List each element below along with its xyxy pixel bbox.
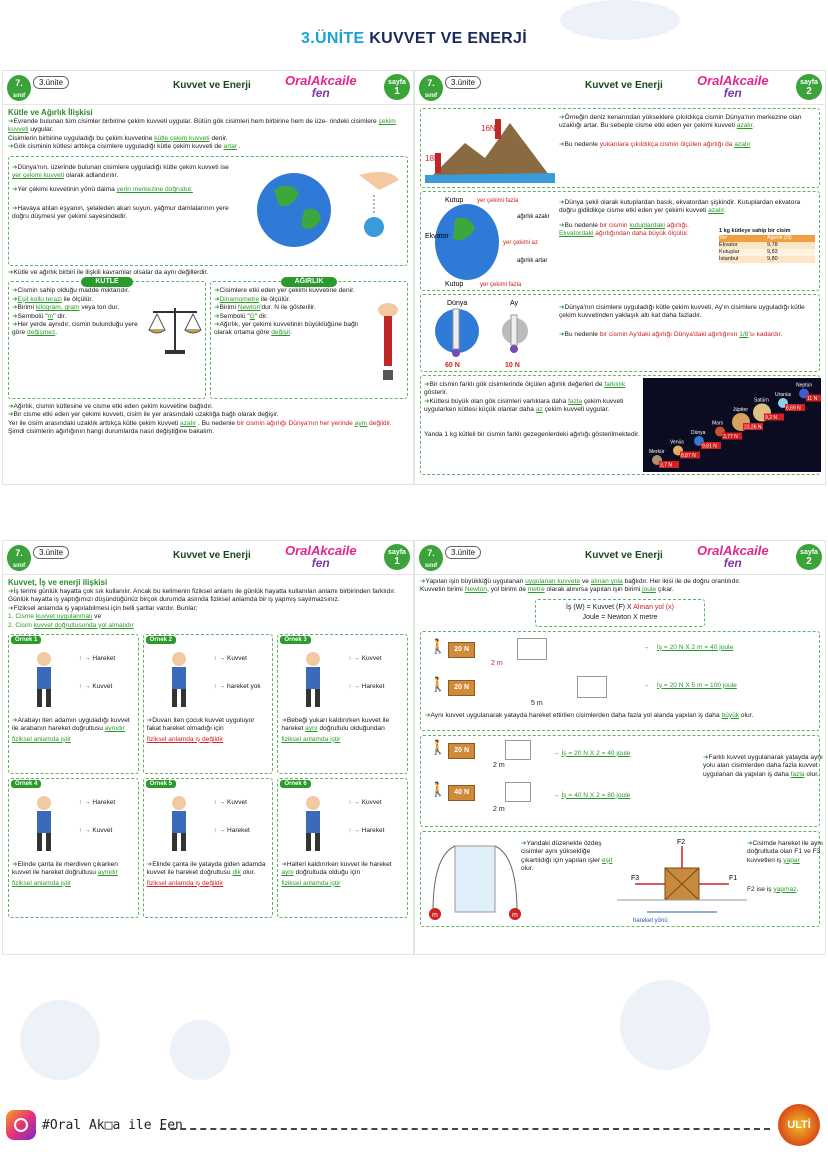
example-illustration (288, 649, 338, 709)
planet-name: Venüs (670, 439, 684, 446)
paragraph: Kuvvetin birimi Newton, yol birimi de metre olarak alınırsa yapılan işin birimi joule çıkar. (420, 586, 674, 594)
person-pushing-icon: 🚶 (429, 780, 447, 797)
svg-text:18N: 18N (425, 154, 440, 163)
planet-weight: 8,69 N (786, 405, 801, 412)
planet-weight: 9,2 N (765, 415, 777, 421)
planet-weight: 8,87 N (681, 453, 696, 459)
unit-tag: 3.ünite (445, 76, 481, 89)
example-card: Örnek 2 ↑ → Kuvvet ↑ → hareket yok ➜Duvarı iten çocuk kuvvet uyguluyor fakat hareket olmadığı için fiziksel anlamda iş değildir (143, 634, 274, 774)
example-tag: Örnek 6 (280, 780, 310, 788)
svg-text:m: m (432, 911, 438, 919)
earth-gravity-illustration (249, 165, 409, 260)
paragraph: ➜Dünya'nın, üzerinde bulunan cisimlere uyguladığı kütle çekim kuvveti ise yer çekimi kuvveti olarak adlandırılır. (12, 163, 229, 180)
dynamometer-icon (371, 300, 405, 390)
page-subject: Kuvvet ve Enerji (173, 80, 251, 91)
planet-weight: 3,77 N (723, 434, 738, 440)
worksheet-page-3 (2, 540, 414, 955)
paragraph: ➜Evrende bulunan tüm cisimler birbirine çekim kuvveti uygular. Bütün gök cisimleri hem birbirine hem de üze- rindeki cisimlere çekim kuvveti uygular. (8, 118, 396, 134)
page-subject: Kuvvet ve Enerji (585, 550, 663, 561)
background-decoration (20, 1000, 100, 1080)
table-row: İstanbul 9,80 (719, 256, 815, 263)
balance-scale-icon (147, 300, 203, 360)
page-header (415, 541, 825, 575)
planet-weights-illustration (643, 378, 821, 472)
planet-name: Jüpiter (733, 407, 749, 413)
planet-weight: 9,81 N (702, 443, 717, 450)
altitude-box: 16N 18N ➜Örneğin deniz kenarından yükseklere çıkıldıkça cismin Dünya'nın merkezine olan uzaklığı artar. Bu sebeple cisme etki eden yer çekimi kuvveti azalır. ➜Bu nedenle yukarılara çıkıldıkça cismin ölçülen ağırlığı da azalır (420, 108, 820, 188)
box-20n: 20 N (448, 680, 475, 696)
earth-icon (257, 173, 331, 247)
example-card: Örnek 3 ↑ → Kuvvet ↑ → Hareket ➜Bebeği yukarı kaldırırken kuvvet ile hareket aynı doğrultulu olduğundan fiziksel anlamda iştir (277, 634, 408, 774)
box-40n: 40 N (448, 785, 475, 801)
paragraph: Cisimlerin birbirine uyguladığı bu çekim kuvvetine kütle çekim kuvveti denir. (8, 134, 228, 142)
example-illustration (154, 649, 204, 709)
paragraph: ➜İş terimi günlük hayatta çok sık kullanılır. Ancak bu kelimenin fiziksel anlamı ile günlük hayatta kullanılan anlamı birbirinden farklıdır. Günlük hayatta iş yaptığımızı düşündüğünüz birçok durumda aslında fiziksel anlamda bir iş yapmış sayılmazsınız. (8, 588, 396, 604)
example-tag: Örnek 3 (280, 636, 310, 644)
page-subject: Kuvvet ve Enerji (585, 80, 663, 91)
paragraph: ➜Ağırlık, cismin kütlesine ve cisme etki eden çekim kuvvetine bağlıdır. (8, 403, 213, 411)
example-card: Örnek 4 ↑ → Hareket ↑ → Kuvvet ➜Elinde çanta ile merdiven çıkarken kuvvet ile hareket doğrultusu aynıdır fiziksel anlamda iştir (8, 778, 139, 918)
unit-tag: 3.ünite (33, 546, 69, 559)
table-row: Kutuplar 9,83 (719, 249, 815, 256)
grade-badge: 7. sınıf (7, 545, 31, 571)
paragraph: ➜Yapılan işin büyüklüğü uygulanan uygulanan kuvvete ve alınan yola bağlıdır. Her ikisi ile de doğru orantılıdır. (420, 578, 741, 585)
condition-2: 2. Cisim kuvvet doğrultusunda yol almalıdır (8, 621, 134, 629)
gravity-box (8, 156, 408, 266)
paragraph: ➜Kütle ve ağırlık birbiri ile ilişkili kavramlar olsalar da aynı değillerdir. (8, 268, 209, 276)
grade-badge: 7. sınıf (419, 75, 443, 101)
svg-text:F3: F3 (631, 874, 640, 882)
svg-text:10 N: 10 N (505, 362, 520, 369)
planet-weight: 3,7 N (660, 462, 672, 469)
paragraph: ➜Havaya atılan eşyanın, şelaleden akan suyun, yağmur damlalarının yere doğru düşmesi yer çekimi sayesindedir. (12, 204, 229, 221)
moon-box: Dünya Ay 60 N 10 N ➜Dünya'nın cisimlere uyguladığı kütle çekim kuvveti, Ay'ın cisimlere uyguladığı kütle çekim kuvvetinden yaklaşık altı kat daha fazladır. ➜Bu nedenle bir cismin Ay'daki ağırlığı Dünya'daki ağırlığının 1/6'sı kadardır. (420, 294, 820, 372)
paragraph: ➜Yer çekimi kuvvetinin yönü daima yerin merkezine doğrudur. (12, 186, 193, 194)
example-tag: Örnek 4 (11, 780, 41, 788)
earth-shape-box: Kutup Ekvator Kutup yer çekimi fazla yer çekimi az yer çekimi fazla ağırlık azalır ağırlık artar ➜Dünya şekil olarak kutuplardan basık, ekvatordan şişkindir. Kutuplardan ekvatora doğru gidildikçe cisme etki eden yer çekimi kuvveti azalır. ➜Bu nedenle bir cismin kutuplardaki ağırlığı, Ekvatordaki ağırlığından daha büyük ölçülür. 1 kg kütleye sahip bir cisim Yer Ağırlık (N) Ekvator 9,78 Kutuplar 9,83 İstanbul 9,80 (420, 191, 820, 291)
page-title: 3.ÜNİTE KUVVET VE ENERJİ (301, 30, 527, 47)
planet-name: Dünya (691, 430, 706, 436)
svg-text:hareket yönü: hareket yönü (633, 917, 668, 924)
worksheet-page-1 (2, 70, 414, 485)
planet-weight: 11 N (807, 396, 818, 402)
page-number-badge: sayfa 1 (384, 74, 410, 100)
mountain-illustration (425, 113, 555, 185)
condition-1: 1. Cisme kuvvet uygulanmalı ve (8, 613, 102, 621)
svg-text:m: m (512, 911, 518, 919)
svg-text:yer çekimi az: yer çekimi az (503, 240, 539, 246)
planet-name: Neptün (796, 382, 813, 389)
instagram-icon[interactable] (6, 1110, 36, 1140)
weight-table: 1 kg kütleye sahip bir cisim Yer Ağırlık (N) Ekvator 9,78 Kutuplar 9,83 İstanbul 9,80 (719, 228, 815, 263)
example-card: Örnek 6 ↑ → Kuvvet ↑ → Hareket ➜Halteri kaldırırken kuvvet ile hareket aynı doğrultuda olduğu için fiziksel anlamda iştir (277, 778, 408, 918)
example-illustration (19, 649, 69, 709)
svg-text:16N: 16N (481, 124, 496, 133)
paragraph: ➜Gök cisminin kütlesi arttıkça cisimlere uyguladığı kütle çekim kuvveti de artar . (8, 143, 241, 151)
example-tag: Örnek 1 (11, 636, 41, 644)
weight-title: AĞIRLIK (281, 277, 338, 287)
section-heading: Kuvvet, İş ve enerji ilişkisi (8, 578, 108, 587)
svg-text:Kutup: Kutup (445, 197, 464, 204)
footer (0, 1110, 828, 1150)
svg-text:Ay: Ay (510, 300, 519, 307)
earth-poles-diagram (425, 194, 555, 290)
person-pushing-icon: 🚶 (429, 675, 447, 692)
brand-logo: OralAkcaile fen (697, 543, 769, 570)
force-work-box: 🚶 20 N 2 m 🚶 40 N 2 m → İş = 20 N X 2 = 40 joule → İş = 40 N X 2 = 80 joule ➜Farklı kuvvet uygulanarak yatayda aynı yolu alan cisimlerden daha fazla kuvvet uygulanan da yapılan iş daha fazla olur. (420, 735, 820, 827)
svg-text:Dünya: Dünya (447, 300, 468, 307)
svg-text:Kutup: Kutup (445, 281, 464, 288)
page-header (3, 71, 413, 105)
planet-name: Satürn (754, 397, 769, 404)
svg-text:F2: F2 (677, 838, 686, 846)
divider (160, 1128, 770, 1130)
svg-text:Ekvator: Ekvator (425, 233, 449, 240)
brand-logo: OralAkcaile fen (285, 73, 357, 100)
social-handle[interactable]: #Oral Ak□a ile Fen (42, 1118, 183, 1133)
example-tag: Örnek 2 (146, 636, 176, 644)
mass-box: KÜTLE ➜Cismin sahip olduğu madde miktarıdır. ➜Eşit kollu terazi ile ölçülür. ➜Birimi kilogram, gram veya ton dur. ➜Sembolü "m" dir. ➜Her yerde aynıdır, cismin bulunduğu yere göre değişmez. (8, 281, 206, 399)
page-subject: Kuvvet ve Enerji (173, 550, 251, 561)
planet-name: Uranüs (775, 392, 792, 398)
grade-badge: 7. sınıf (7, 75, 31, 101)
section-heading: Kütle ve Ağırlık İlişkisi (8, 108, 93, 117)
worksheet-page-4 (414, 540, 826, 955)
svg-text:ağırlık azalır: ağırlık azalır (517, 214, 550, 220)
pulley-diagram (425, 836, 525, 922)
example-illustration (288, 793, 338, 853)
worksheet-page-2 (414, 70, 826, 485)
planets-box: ➜Bir cismin farklı gök cisimlerinde ölçülen ağırlık değerleri de farklılık gösterir. ➜Kütlesi büyük olan gök cisimleri varlıklara daha fazla çekim kuvveti uygularken kütlesi küçük olanlar daha az çekim kuvveti uygular. Yanda 1 kg kütleli bir cismin farklı gezegenlerdeki ağırlığı gösterilmektedir. Merkür 3,7 N Venüs 8,87 N Dünya 9,81 N Mars 3,77 N Jüpiter 23,26 N Satürn 9,2 N Uranüs 8,69 N Neptün 11 N (420, 375, 820, 475)
distance-work-box: 🚶 20 N 2 m 🚶 20 N 5 m → İş = 20 N X 2 m = 40 joule → İş = 20 N X 5 m = 100 joule ➜Aynı kuvvet uygulanarak yatayda hareket ettirilen cisimlerden daha fazla yol alanda yapılan iş daha büyük olur. (420, 631, 820, 731)
brand-logo: OralAkcaile fen (285, 543, 357, 570)
ball-icon (364, 217, 384, 237)
svg-text:yer çekimi fazla: yer çekimi fazla (480, 282, 522, 288)
example-tag: Örnek 5 (146, 780, 176, 788)
svg-text:yer çekimi fazla: yer çekimi fazla (477, 198, 519, 204)
planet-name: Mars (712, 420, 724, 427)
planet-weight: 23,26 N (744, 424, 762, 431)
example-illustration (19, 793, 69, 853)
example-illustration (154, 793, 204, 853)
page-header (415, 71, 825, 105)
page-number-badge: sayfa 1 (384, 544, 410, 570)
grade-badge: 7. sınıf (419, 545, 443, 571)
unit-tag: 3.ünite (445, 546, 481, 559)
paragraph: Yer ile cisim arasındaki uzaklık arttıkça kütle çekim kuvveti azalır . Bu nedenle bir cismin ağırlığı Dünya'nın her yerinde aynı değildir. (8, 419, 392, 427)
brand-logo: OralAkcaile fen (697, 73, 769, 100)
svg-text:F1: F1 (729, 874, 738, 882)
background-decoration (170, 1020, 230, 1080)
page-number-badge: sayfa 2 (796, 544, 822, 570)
box-20n: 20 N (448, 743, 475, 759)
pulley-box: m m ➜Yandaki düzenekte özdeş cisimler aynı yüksekliğe çıkartıldığı için yapılan işler eşit olur. F2 F1 F3 hareket yönü ➜Cisimde hareket ile aynı doğrultuda olan F1 ve F3 kuvvetleri iş yapar F2 ise iş yapmaz. (420, 831, 820, 927)
planet-name: Merkür (649, 449, 665, 455)
page-number-badge: sayfa 2 (796, 74, 822, 100)
earth-moon-illustration (425, 297, 555, 371)
person-pushing-icon: 🚶 (429, 738, 447, 755)
ulti-logo: ULTİ (778, 1104, 820, 1146)
page-header (3, 541, 413, 575)
background-decoration (620, 980, 710, 1070)
box-20n: 20 N (448, 642, 475, 658)
weight-box: AĞIRLIK ➜Cisimlere etki eden yer çekimi kuvvetine denir. ➜Dinamometre ile ölçülür. ➜Birimi Newton'dur. N ile gösterilir. ➜Sembolü "G" dir. ➜Ağırlık, yer çekimi kuvvetinin büyüklüğüne bağlı olarak ortama göre değişir. (210, 281, 408, 399)
example-card: Örnek 1 ↑ → Hareket ↑ → Kuvvet ➜Arabayı iten adamın uyguladığı kuvvet ile arabanın hareket doğrultusu aynıdır fiziksel anlamda iştir (8, 634, 139, 774)
svg-text:ağırlık artar: ağırlık artar (517, 258, 548, 264)
table-row: Ekvator 9,78 (719, 242, 815, 249)
svg-text:60 N: 60 N (445, 362, 460, 369)
mass-title: KÜTLE (81, 277, 132, 287)
crate-forces-diagram (617, 838, 747, 924)
example-card: Örnek 5 ↑ → Kuvvet ↑ → Hareket ➜Elinde çanta ile yatayda giden adamda kuvvet ile hareket doğrultusu dik olur. fiziksel anlamda iş değildir (143, 778, 274, 918)
person-pushing-icon: 🚶 (429, 637, 447, 654)
formula-box: İş (W) = Kuvvet (F) X Alınan yol (x) Joule = Newton X metre (535, 599, 705, 627)
unit-tag: 3.ünite (33, 76, 69, 89)
examples-grid (8, 634, 408, 918)
paragraph: ➜Fiziksel anlamda iş yapılabilmesi için belli şartlar vardır. Bunlar; (8, 604, 198, 612)
hand-icon (359, 172, 399, 190)
paragraph: ➜Bir cisme etki eden yer çekimi kuvveti, cisim ile yer arasındaki uzaklığa bağlı olarak değişir. (8, 411, 279, 419)
paragraph: Şimdi cisimlerin ağırlığının hangi durumlarda nasıl değiştiğine bakalım. (8, 428, 214, 436)
